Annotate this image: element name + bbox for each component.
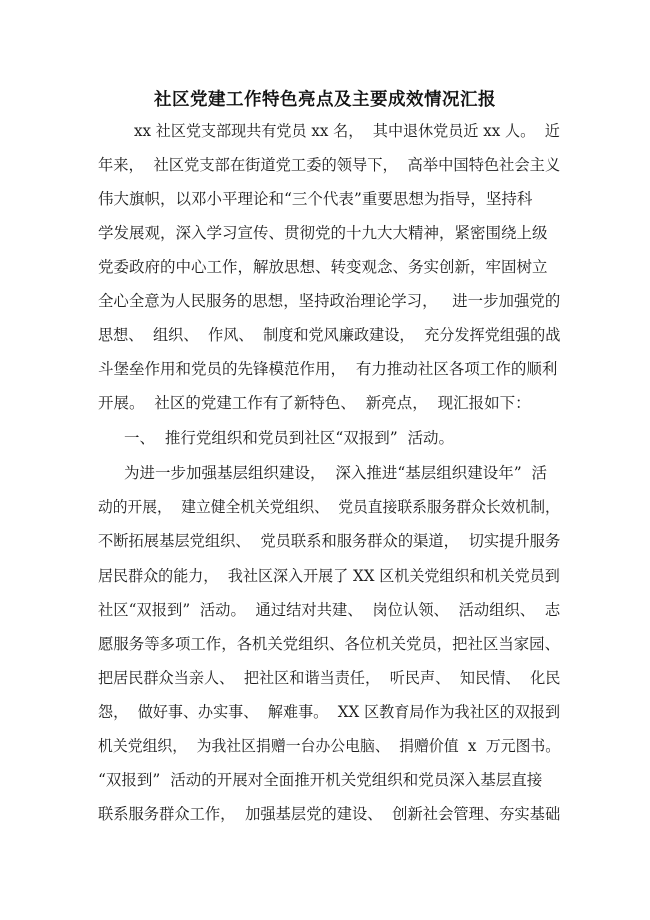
paragraph-line: 斗堡垒作用和党员的先锋模范作用， 有力推动社区各项工作的顺利 [98,360,558,378]
paragraph-line: 为进一步加强基层组织建设， 深入推进“基层组织建设年” 活 [124,464,548,482]
paragraph-line: 社区“双报到” 活动。 通过结对共建、 岗位认领、 活动组织、 志 [98,601,561,619]
paragraph-line: 联系服务群众工作， 加强基层党的建设、 创新社会管理、夯实基础 [98,805,561,823]
paragraph-line: 机关党组织， 为我社区捐赠一台办公电脑、 捐赠价值 x 万元图书。 [98,737,561,755]
paragraph-line: 居民群众的能力， 我社区深入开展了 XX 区机关党组织和机关党员到 [98,567,560,585]
paragraph-line: 把居民群众当亲人、 把社区和谐当责任， 听民声、 知民情、 化民 [98,669,561,687]
paragraph-line: 年来， 社区党支部在街道党工委的领导下， 高举中国特色社会主义 [98,156,561,174]
document-title: 社区党建工作特色亮点及主要成效情况汇报 [154,90,496,110]
paragraph-line: 怨， 做好事、办实事、 解难事。 XX 区教育局作为我社区的双报到 [98,703,561,721]
section-heading: 一、 推行党组织和党员到社区“双报到” 活动。 [124,429,455,447]
paragraph-line: 伟大旗帜，以邓小平理论和“三个代表”重要思想为指导，坚持科 [98,190,533,208]
paragraph-line: 动的开展， 建立健全机关党组织、 党员直接联系服务群众长效机制， [98,498,560,516]
paragraph-line: 全心全意为人民服务的思想，坚持政治理论学习， 进一步加强党的 [98,292,561,310]
paragraph-line: 思想、 组织、 作风、 制度和党风廉政建设， 充分发挥党组强的战 [98,326,561,344]
paragraph-line: 愿服务等多项工作，各机关党组织、各位机关党员，把社区当家园、 [98,635,560,653]
paragraph-line: 学发展观，深入学习宣传、贯彻党的十九大大精神，紧密围绕上级 [98,224,548,242]
paragraph-line: 党委政府的中心工作，解放思想、转变观念、务实创新，牢固树立 [98,258,548,276]
paragraph-line: 开展。 社区的党建工作有了新特色、 新亮点， 现汇报如下： [98,394,531,412]
paragraph-line: 不断拓展基层党组织、 党员联系和服务群众的渠道， 切实提升服务 [98,532,561,550]
paragraph-line: “双报到” 活动的开展对全面推开机关党组织和党员深入基层直接 [98,771,543,789]
paragraph-line: xx 社区党支部现共有党员 xx 名， 其中退休党员近 xx 人。 近 [134,122,560,140]
